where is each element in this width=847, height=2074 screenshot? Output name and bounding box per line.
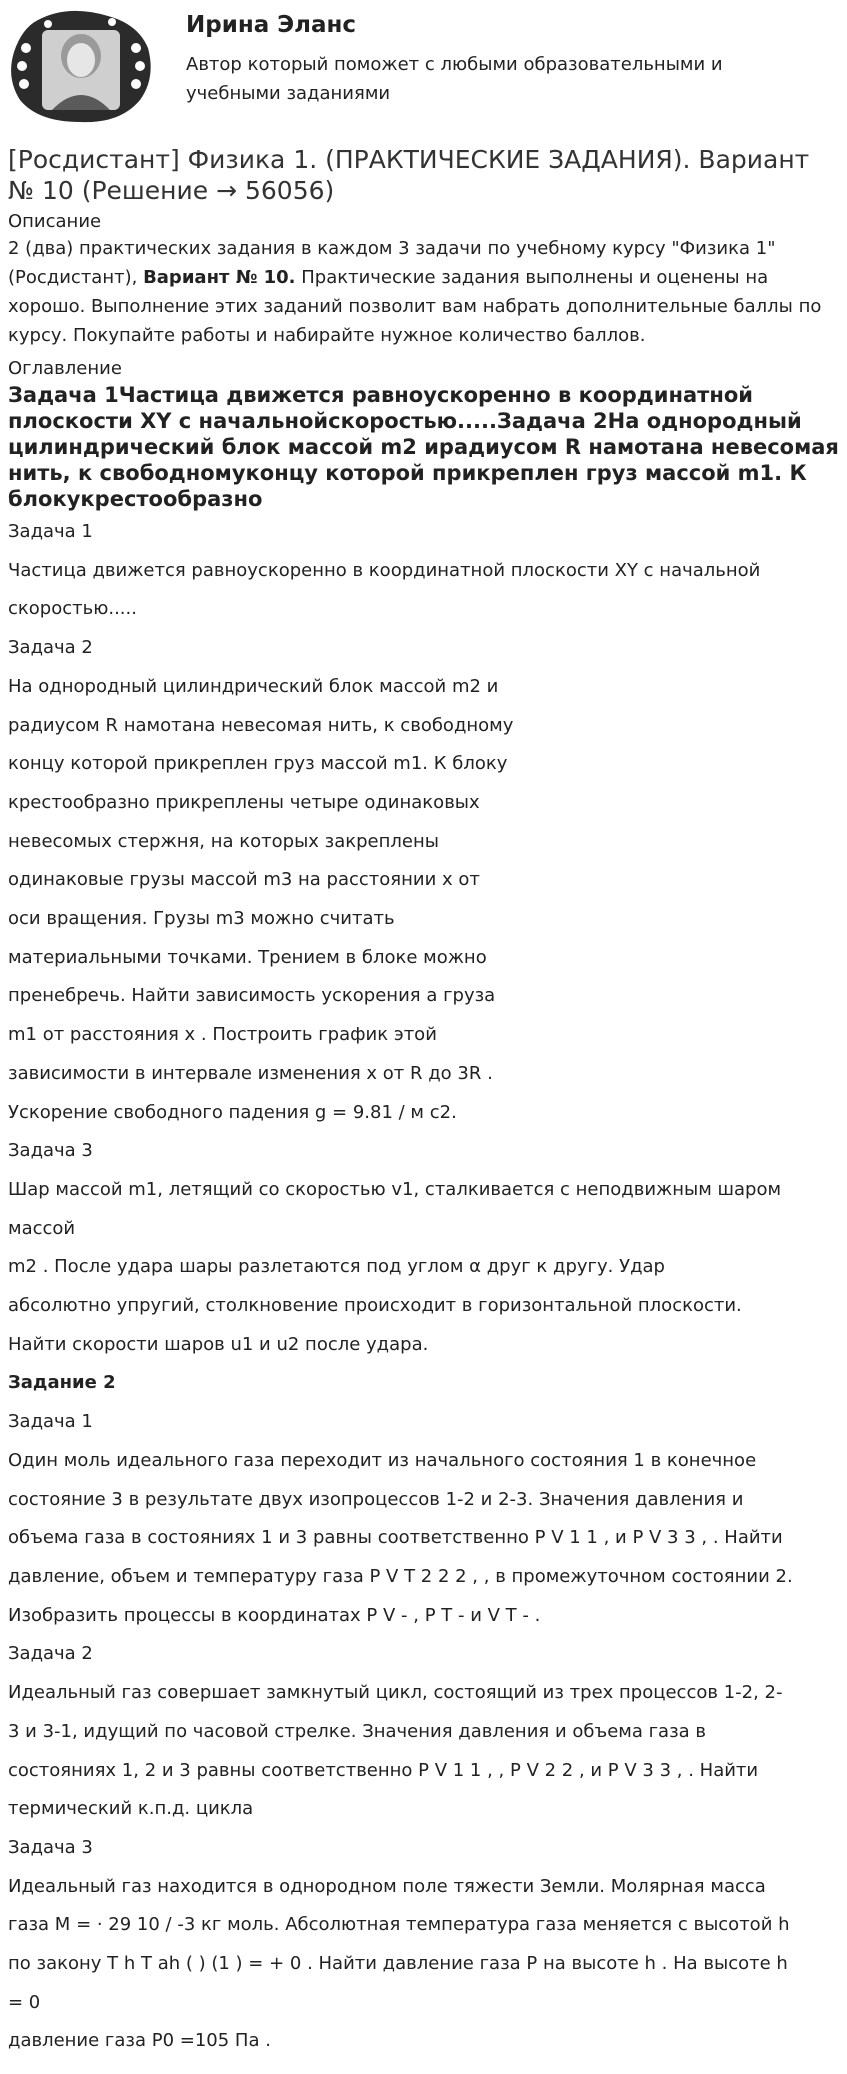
author-description: Автор который поможет с любыми образовательными и учебными заданиями xyxy=(186,54,723,104)
text-line: пренебречь. Найти зависимость ускорения a груза xyxy=(8,985,496,1007)
task-text xyxy=(8,513,843,2061)
text-line: радиусом R намотана невесомая нить, к свободному xyxy=(8,714,514,736)
text-line: давление газа P0 =105 Па . xyxy=(8,2030,271,2052)
text-line: = 0 xyxy=(8,1991,41,2013)
text-line: 3 и 3-1, идущий по часовой стрелке. Значения давления и объема газа в xyxy=(8,1720,707,1742)
text-line: состояниях 1, 2 и 3 равны соответственно P V 1 1 , , P V 2 2 , и P V 3 3 , . Найти xyxy=(8,1759,759,1781)
text-line: Идеальный газ совершает замкнутый цикл, состоящий из трех процессов 1-2, 2- xyxy=(8,1682,783,1704)
text-line: Задача 3 xyxy=(8,1836,93,1858)
text-line: Найти скорости шаров u1 и u2 после удара. xyxy=(8,1333,429,1355)
author-avatar[interactable] xyxy=(8,8,153,126)
text-line: состояние 3 в результате двух изопроцессов 1-2 и 2-3. Значения давления и xyxy=(8,1488,744,1510)
toc-label: Оглавление xyxy=(8,358,122,379)
text-line: объема газа в состояниях 1 и 3 равны соответственно P V 1 1 , и P V 3 3 , . Найти xyxy=(8,1527,783,1549)
text-line: невесомых стержня, на которых закреплены xyxy=(8,830,439,852)
text-line: Ускорение свободного падения g = 9.81 / м с2. xyxy=(8,1101,457,1123)
text-line: материальными точками. Трением в блоке можно xyxy=(8,946,487,968)
main-content xyxy=(8,144,843,2061)
text-line: оси вращения. Грузы m3 можно считать xyxy=(8,908,395,930)
text-line: термический к.п.д. цикла xyxy=(8,1798,254,1820)
page-title: [Росдистант] Физика 1. (ПРАКТИЧЕСКИЕ ЗАДАНИЯ). Вариант № 10 (Решение → 56056) xyxy=(8,145,810,205)
text-line: Идеальный газ находится в однородном поле тяжести Земли. Молярная масса xyxy=(8,1875,766,1897)
text-line: крестообразно прикреплены четыре одинаковых xyxy=(8,791,480,813)
text-line: концу которой прикреплен груз массой m1. К блоку xyxy=(8,753,508,775)
text-line: Задача 1 xyxy=(8,1411,93,1433)
description-part1: 2 (два) практических задания в каждом 3 задачи по учебному курсу "Физика 1" (Росдистант), xyxy=(8,238,776,288)
text-line: Задача 3 xyxy=(8,1140,93,1162)
text-line: зависимости в интервале изменения x от R до 3R . xyxy=(8,1062,493,1084)
description-label: Описание xyxy=(8,211,102,232)
text-line: m1 от расстояния x . Построить график этой xyxy=(8,1024,437,1046)
author-name[interactable]: Ирина Эланс xyxy=(186,12,357,38)
text-line: Один моль идеального газа переходит из начального состояния 1 в конечное xyxy=(8,1449,757,1471)
author-card xyxy=(0,0,847,135)
description-text xyxy=(8,234,843,350)
text-line: Изобразить процессы в координатах P V - , P T - и V T - . xyxy=(8,1604,541,1626)
text-line: Задача 2 xyxy=(8,637,93,659)
text-line: абсолютно упругий, столкновение происходит в горизонтальной плоскости. xyxy=(8,1295,742,1317)
text-line: На однородный цилиндрический блок массой m2 и xyxy=(8,675,499,697)
text-line: Задача 1 xyxy=(8,521,93,542)
text-line: одинаковые грузы массой m3 на расстоянии x от xyxy=(8,869,480,891)
text-line: Частица движется равноускоренно в координатной плоскости XY с начальной xyxy=(8,559,761,581)
text-line: Задача 2 xyxy=(8,1643,93,1665)
text-line: газа M = · 29 10 / -3 кг моль. Абсолютная температура газа меняется с высотой h xyxy=(8,1914,790,1936)
text-line: по закону T h T ah ( ) (1 ) = + 0 . Найти давление газа P на высоте h . На высоте h xyxy=(8,1953,788,1975)
text-line: Шар массой m1, летящий со скоростью v1, сталкивается с неподвижным шаром xyxy=(8,1178,782,1200)
text-line: давление, объем и температуру газа P V T 2 2 2 , , в промежуточном состоянии 2. xyxy=(8,1565,793,1587)
description-part2: Практические задания выполнены и оценены на хорошо. Выполнение этих заданий позволит вам набрать дополнительные баллы по курсу. Покупайте работы и набирайте нужное количество баллов. xyxy=(8,267,822,346)
text-line: m2 . После удара шары разлетаются под углом α друг к другу. Удар xyxy=(8,1256,665,1278)
text-line: массой xyxy=(8,1217,76,1239)
text-line: скоростью..... xyxy=(8,598,137,620)
description-variant: Вариант № 10. xyxy=(143,267,296,288)
toc-title: Задача 1Частица движется равноускоренно в координатной плоскости XY с начальнойскоростью.....Задача 2На однородный цилиндрический блок массой m2 ирадиусом R намотана невесомая нить, к свободномуконцу которой прикреплен груз массой m1. К блокукрестообразно xyxy=(8,383,839,511)
text-line: Задание 2 xyxy=(8,1372,116,1394)
